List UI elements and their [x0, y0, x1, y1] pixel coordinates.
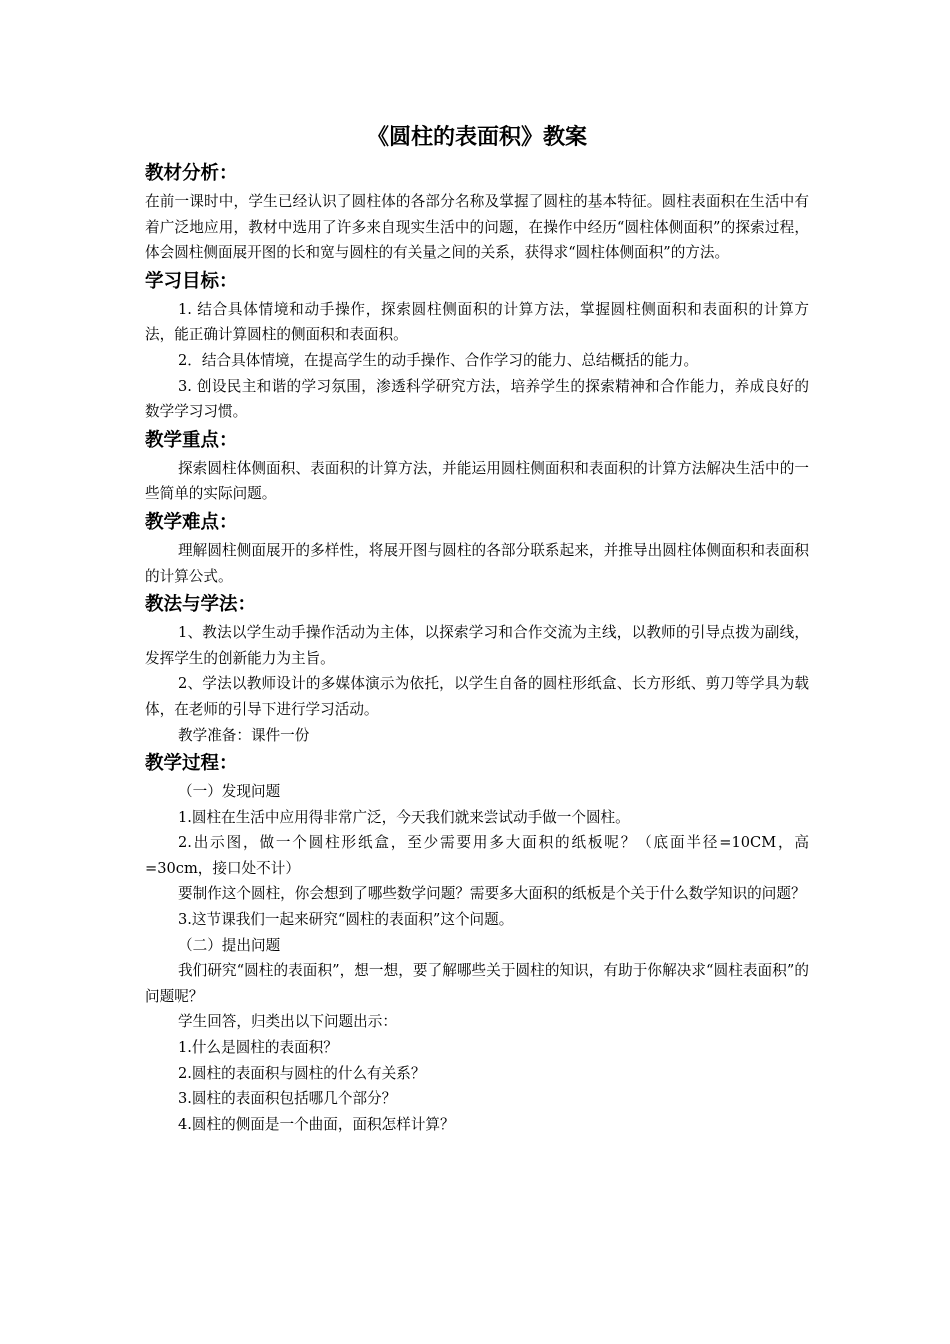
process-item: 学生回答，归类出以下问题出示：	[178, 1013, 397, 1031]
question-item: 2.圆柱的表面积与圆柱的什么有关系？	[178, 1064, 426, 1082]
process-subheading-1: （一）发现问题	[178, 783, 281, 801]
process-item: 1.圆柱在生活中应用得非常广泛，今天我们就来尝试动手做一个圆柱。	[178, 808, 630, 826]
process-item: 要制作这个圆柱，你会想到了哪些数学问题？需要多大面积的纸板是个关于什么数学知识的问题？	[178, 885, 806, 903]
heading-difficulties: 教学难点：	[145, 511, 238, 533]
teaching-preparation: 教学准备：课件一份	[178, 726, 310, 744]
heading-process: 教学过程：	[145, 753, 238, 775]
key-points-paragraph: 探索圆柱体侧面积、表面积的计算方法，并能运用圆柱侧面积和表面积的计算方法解决生活中的一些简单的实际问题。	[145, 459, 809, 503]
goal-item-3: 3. 创设民主和谐的学习氛围，渗透科学研究方法，培养学生的探索精神和合作能力，养成良好的数学学习习惯。	[145, 377, 809, 421]
goal-item-1: 1. 结合具体情境和动手操作，探索圆柱侧面积的计算方法，掌握圆柱侧面积和表面积的计算方法，能正确计算圆柱的侧面积和表面积。	[145, 300, 809, 344]
document-body	[145, 118, 809, 1137]
document-title: 《圆柱的表面积》教案	[366, 125, 587, 150]
difficulties-paragraph: 理解圆柱侧面展开的多样性，将展开图与圆柱的各部分联系起来，并推导出圆柱体侧面积和表面积的计算公式。	[145, 541, 809, 585]
heading-key-points: 教学重点：	[145, 429, 238, 451]
question-item: 4.圆柱的侧面是一个曲面，面积怎样计算？	[178, 1115, 455, 1133]
question-item: 3.圆柱的表面积包括哪几个部分？	[178, 1090, 397, 1108]
process-item: 我们研究“圆柱的表面积”，想一想，要了解哪些关于圆柱的知识，有助于你解决求“圆柱表面积”的问题呢？	[145, 962, 809, 1005]
method-item-1: 1、教法以学生动手操作活动为主体，以探索学习和合作交流为主线，以教师的引导点拨为副线，发挥学生的创新能力为主旨。	[145, 624, 809, 667]
process-item: 3.这节课我们一起来研究“圆柱的表面积”这个问题。	[178, 911, 514, 929]
heading-analysis: 教材分析：	[145, 163, 238, 184]
question-item: 1.什么是圆柱的表面积？	[178, 1039, 338, 1057]
heading-goals: 学习目标：	[145, 270, 238, 292]
goal-item-2: 2．结合具体情境，在提高学生的动手操作、合作学习的能力、总结概括的能力。	[178, 351, 699, 369]
method-item-2: 2、学法以教师设计的多媒体演示为依托，以学生自备的圆柱形纸盒、长方形纸、剪刀等学具为载体，在老师的引导下进行学习活动。	[145, 675, 809, 718]
process-subheading-2: （二）提出问题	[178, 936, 281, 954]
heading-methods: 教法与学法：	[145, 594, 257, 616]
analysis-paragraph: 在前一课时中，学生已经认识了圆柱体的各部分名称及掌握了圆柱的基本特征。圆柱表面积在生活中有着广泛地应用，教材中选用了许多来自现实生活中的问题，在操作中经历“圆柱体侧面积”的探索过程，体会圆柱侧面展开图的长和宽与圆柱的有关量之间的关系，获得求“圆柱体侧面积”的方法。	[145, 193, 809, 262]
process-item: 2.出示图，做一个圆柱形纸盒，至少需要用多大面积的纸板呢？（底面半径=10CM，高=30cm，接口处不计）	[145, 834, 809, 877]
